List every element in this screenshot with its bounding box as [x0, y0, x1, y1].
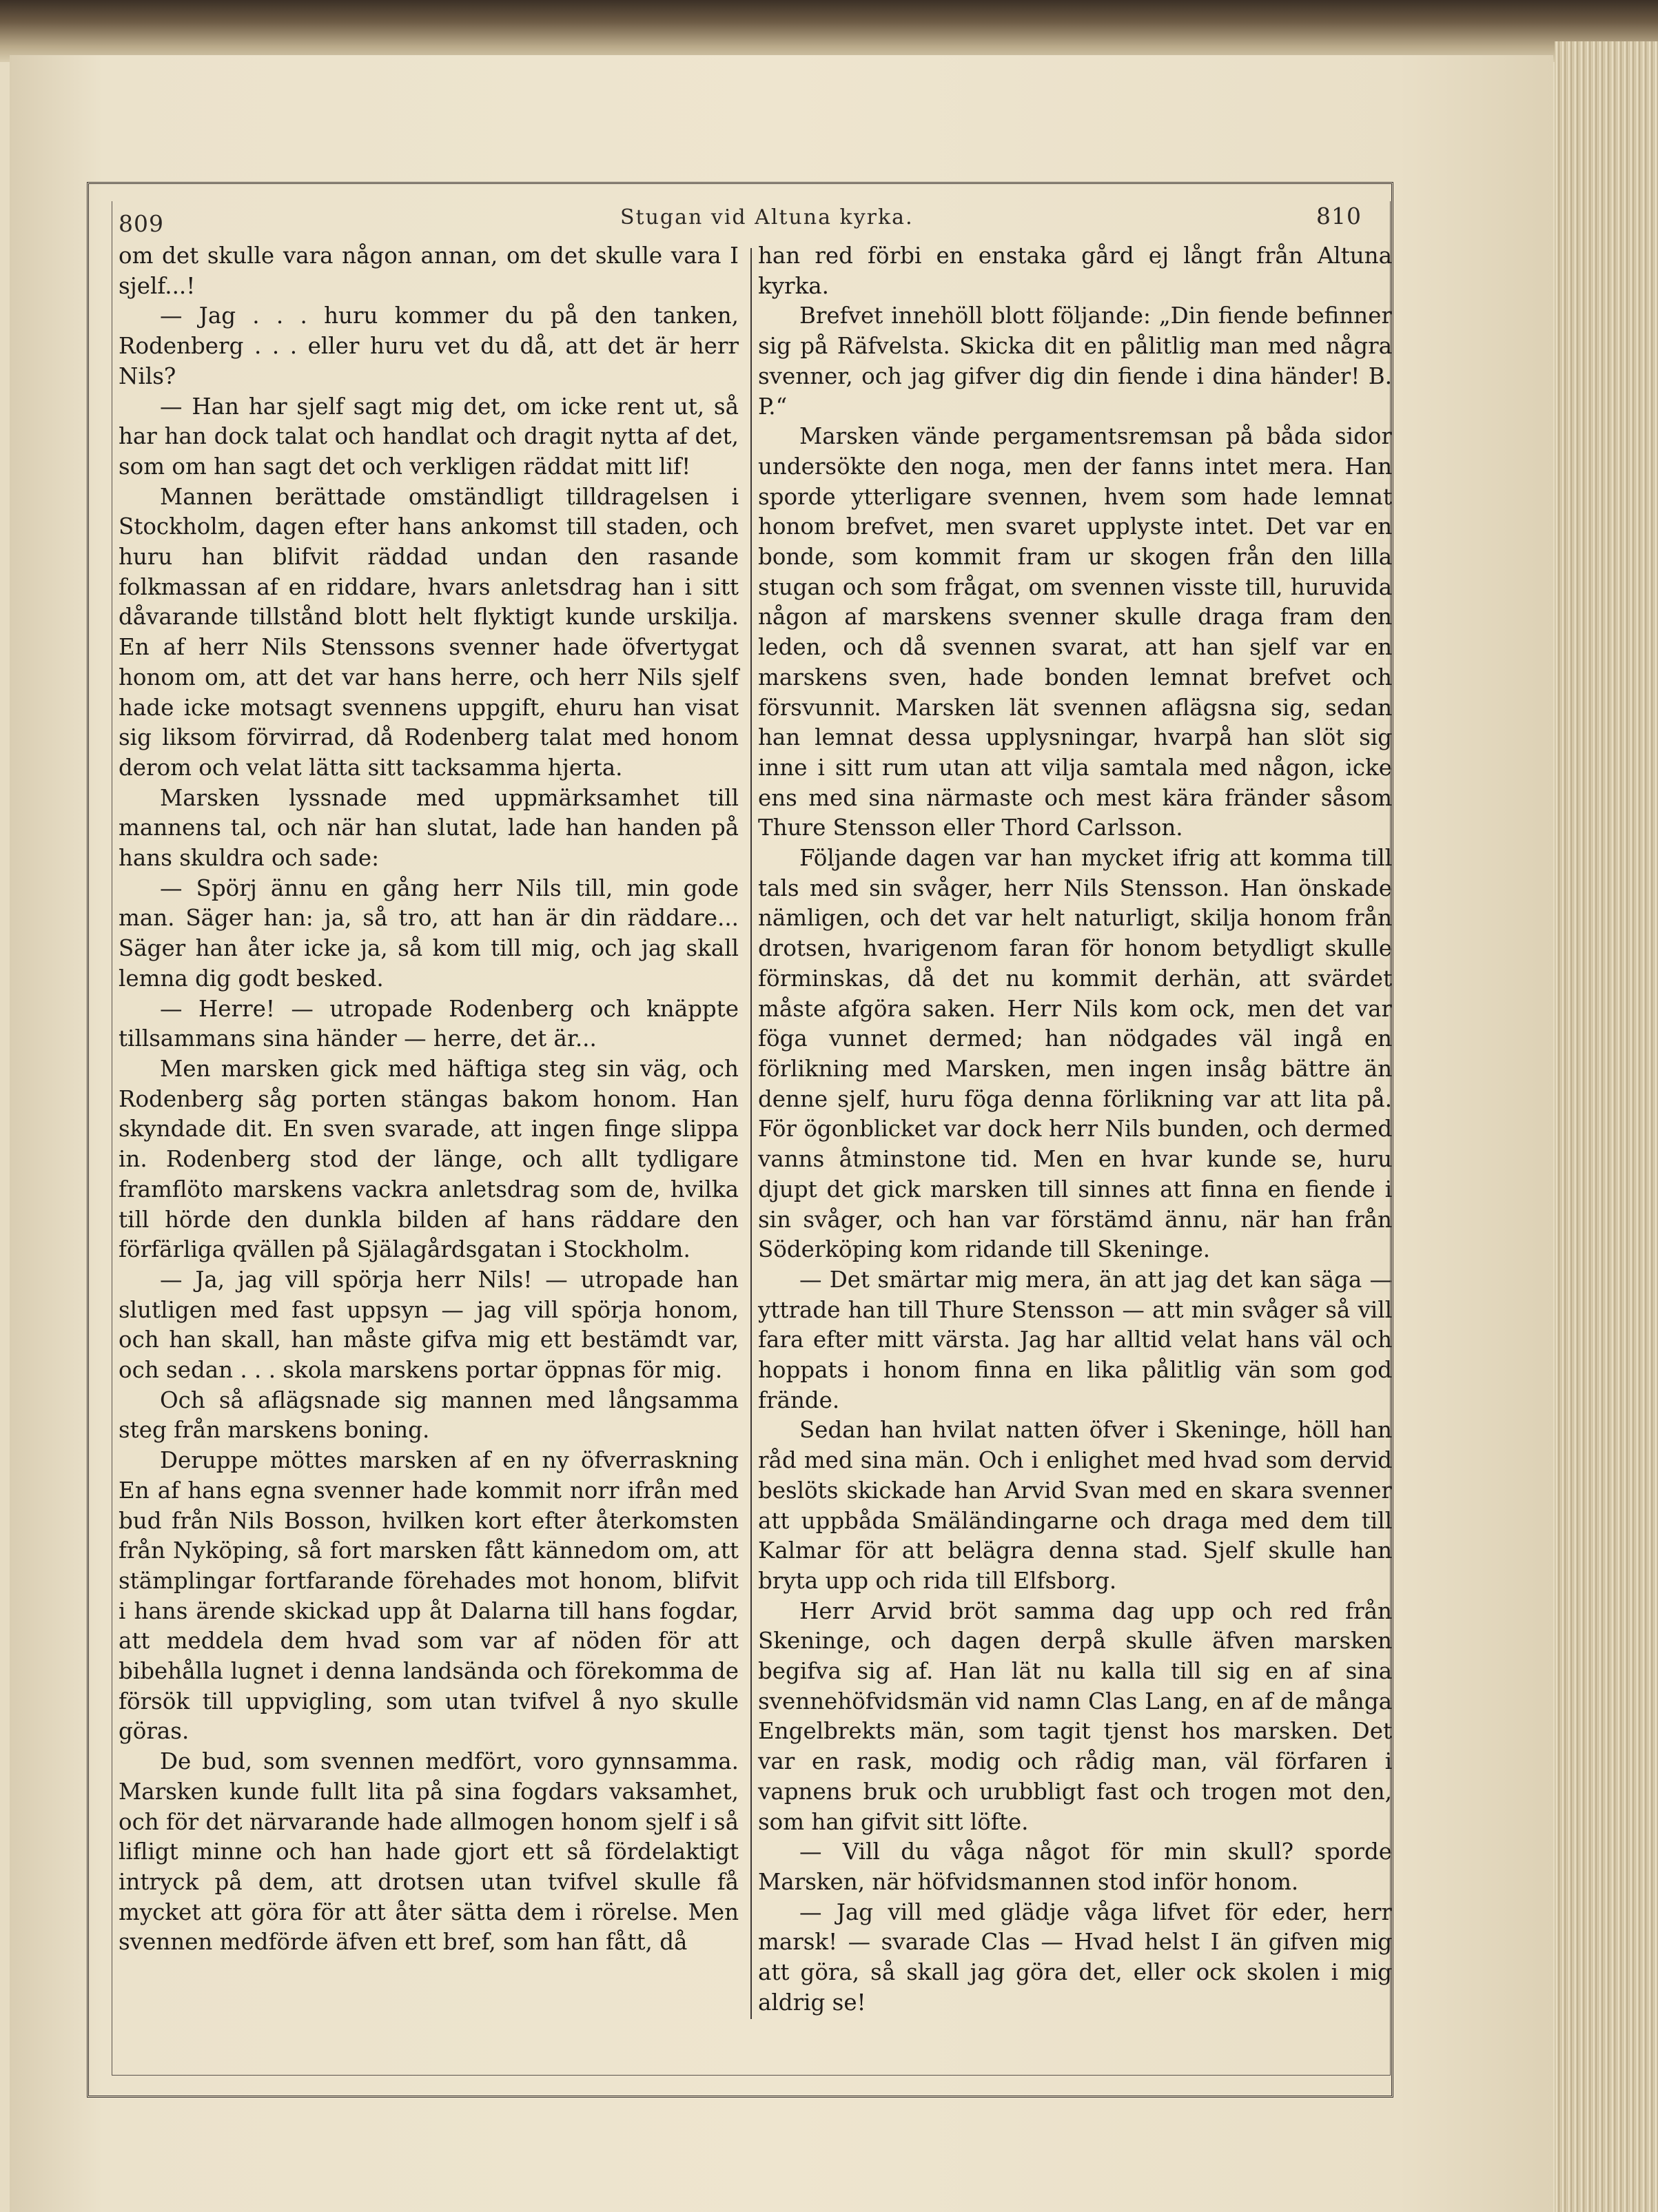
paragraph: Mannen berättade omständligt tilldragelsen i Stockholm, dagen efter hans ankomst till staden, och huru han blifvit räddad undan den rasande folkmassan af en riddare, hvars anletsdrag han i sitt dåvarande tillstånd blott helt flyktigt kunde urskilja. En af herr Nils Stenssons svenner hade öfvertygat honom om, att det var hans herre, och herr Nils sjelf hade icke motsagt svennens uppgift, ehuru han visat sig liksom förvirrad, då Rodenberg talat med honom derom och velat lätta sitt tacksamma hjerta. — [119, 483, 739, 781]
paragraph: Men marsken gick med häftiga steg sin väg, och Rodenberg såg porten stängas bakom honom. Han skyndade dit. En sven svarade, att ingen finge slippa in. Rodenberg stod der länge, och allt tydligare framflöto marskens vackra anletsdrag som de, hvilka till hörde den dunkla bilden af hans räddare den förfärliga qvällen på Själagårdsgatan i Stockholm. — [119, 1055, 739, 1263]
paragraph: Marsken lyssnade med uppmärksamhet till mannens tal, och när han slutat, lade han handen på hans skuldra och sade: — [119, 784, 739, 872]
paragraph: — Spörj ännu en gång herr Nils till, min gode man. Säger han: ja, så tro, att han är din räddare... Säger han åter icke ja, så kom till mig, och jag skall lemna dig godt besked. — [119, 874, 739, 992]
paragraph: De bud, som svennen medfört, voro gynnsamma. Marsken kunde fullt lita på sina fogdars vaksamhet, och för det närvarande hade allmogen honom sjelf i så lifligt minne och han hade gjort ett så fördelaktigt intryck på dem, att drotsen utan tvifvel skulle få mycket att göra för att åter sätta dem i rörelse. Men svennen medförde äfven ett bref, som han fått, då — [119, 1748, 739, 1956]
paragraph: — Det smärtar mig mera, än att jag det kan säga — yttrade han till Thure Stensson — att min svåger så vill fara efter mitt värsta. Jag har alltid velat hans väl och hoppats i honom finna en lika pålitlig vän som god frände. — [758, 1266, 1392, 1413]
paragraph: Deruppe möttes marsken af en ny öfverraskning En af hans egna svenner hade kommit norr ifrån med bud från Nils Bosson, hvilken kort efter återkomsten från Nyköping, så fort marsken fått kännedom om, att stämplingar fortfarande förehades mot honom, blifvit i hans ärende skickad upp åt Dalarna till hans fogdar, att meddela dem hvad som var af nöden för att bibehålla lugnet i denna landsända och förekomma de försök till uppvigling, som utan tvifvel å nyo skulle göras. — [119, 1447, 739, 1745]
column-divider — [750, 248, 752, 2019]
paragraph: Sedan han hvilat natten öfver i Skeninge, höll han råd med sina män. Och i enlighet med hvad som dervid beslöts skickade han Arvid Svan med en skara svenner att uppbåda Smäländingarne och draga med dem till Kalmar för att belägra denna stad. Sjelf skulle han bryta upp och rida till Elfsborg. — [758, 1417, 1392, 1594]
running-title: Stugan vid Altuna kyrka. — [620, 205, 914, 229]
paragraph: Följande dagen var han mycket ifrig att komma till tals med sin svåger, herr Nils Stensson. Han önskade nämligen, och det var helt naturligt, skilja honom från drotsen, hvarigenom faran för honom betydligt skulle förminskas, då det nu kommit derhän, att svärdet måste afgöra saken. Herr Nils kom ock, men det var föga vunnet dermed; han nödgades väl ingå en förlikning med Marsken, men ingen insåg bättre än denne sjelf, huru föga denna förlikning var att lita på. För ögonblicket var dock herr Nils bunden, och dermed vanns åtminstone tid. Men en hvar kunde se, huru djupt det gick marsken till sinnes att finna en fiende i sin svåger, och han var förstämd ännu, när han från Söderköping kom ridande till Skeninge. — [758, 845, 1392, 1263]
paragraph: — Ja, jag vill spörja herr Nils! — utropade han slutligen med fast uppsyn — jag vill spörja honom, och han skall, han måste gifva mig ett bestämdt var, och sedan . . . skola marskens portar öppnas för mig. — [119, 1266, 739, 1384]
paragraph: — Vill du våga något för min skull? sporde Marsken, när höfvidsmannen stod inför honom. — [758, 1839, 1392, 1895]
book-top-edge — [0, 0, 1658, 62]
paragraph: Brefvet innehöll blott följande: „Din fiende befinner sig på Räfvelsta. Skicka dit en pålitlig man med några svenner, och jag gifver dig din fiende i dina händer! B. P.“ — [758, 303, 1392, 420]
paragraph: han red förbi en enstaka gård ej långt från Altuna kyrka. — [758, 243, 1392, 299]
paragraph: — Herre! — utropade Rodenberg och knäppte tillsammans sina händer — herre, det är... — [119, 995, 739, 1052]
paragraph: Herr Arvid bröt samma dag upp och red från Skeninge, och dagen derpå skulle äfven marsken begifva sig af. Han lät nu kalla till sig en af sina svennehöfvidsmän vid namn Clas Lang, en af de många Engelbrekts män, som tagit tjenst hos marsken. Det var en rask, modig och rådig man, väl förfaren i vapnens bruk och urubbligt fast och trogen mot den, som han gifvit sitt löfte. — [758, 1597, 1392, 1835]
paragraph: — Jag . . . huru kommer du på den tanken, Rodenberg . . . eller huru vet du då, att det är herr Nils? — [119, 303, 739, 389]
right-column — [758, 241, 1392, 2018]
paragraph: Marsken vände pergamentsremsan på båda sidor undersökte den noga, men der fanns intet mera. Han sporde ytterligare svennen, hvem som hade lemnat honom brefvet, men svaret upplyste intet. Det var en bonde, som kommit fram ur skogen från den lilla stugan och som frågat, om svennen visste till, huruvida någon af marskens svenner skulle draga fram den leden, och då svennen svarat, att han sjelf var en marskens sven, hade bonden lemnat brefvet och försvunnit. Marsken lät svennen aflägsna sig, sedan han lemnat dessa upplysningar, hvarpå han slöt sig inne i sitt rum utan att vilja samtala med någon, icke ens med sina närmaste och mest kära fränder såsom Thure Stensson eller Thord Carlsson. — [758, 423, 1392, 841]
page-number-left: 809 — [119, 210, 164, 237]
paragraph: om det skulle vara någon annan, om det skulle vara I sjelf...! — [119, 243, 739, 299]
left-column — [119, 241, 739, 1958]
paragraph: — Jag vill med glädje våga lifvet för eder, herr marsk! — svarade Clas — Hvad helst I än gifven mig att göra, så skall jag göra det, eller ock skolen i mig aldrig se! — [758, 1898, 1392, 2016]
page-number-right: 810 — [1316, 203, 1362, 229]
paragraph: Och så aflägsnade sig mannen med långsamma steg från marskens boning. — [119, 1386, 739, 1444]
paragraph: — Han har sjelf sagt mig det, om icke rent ut, så har han dock talat och handlat och dragit nytta af det, som om han sagt det och verkligen räddat mitt lif! — [119, 393, 739, 480]
book-page-stack — [1555, 41, 1658, 2212]
